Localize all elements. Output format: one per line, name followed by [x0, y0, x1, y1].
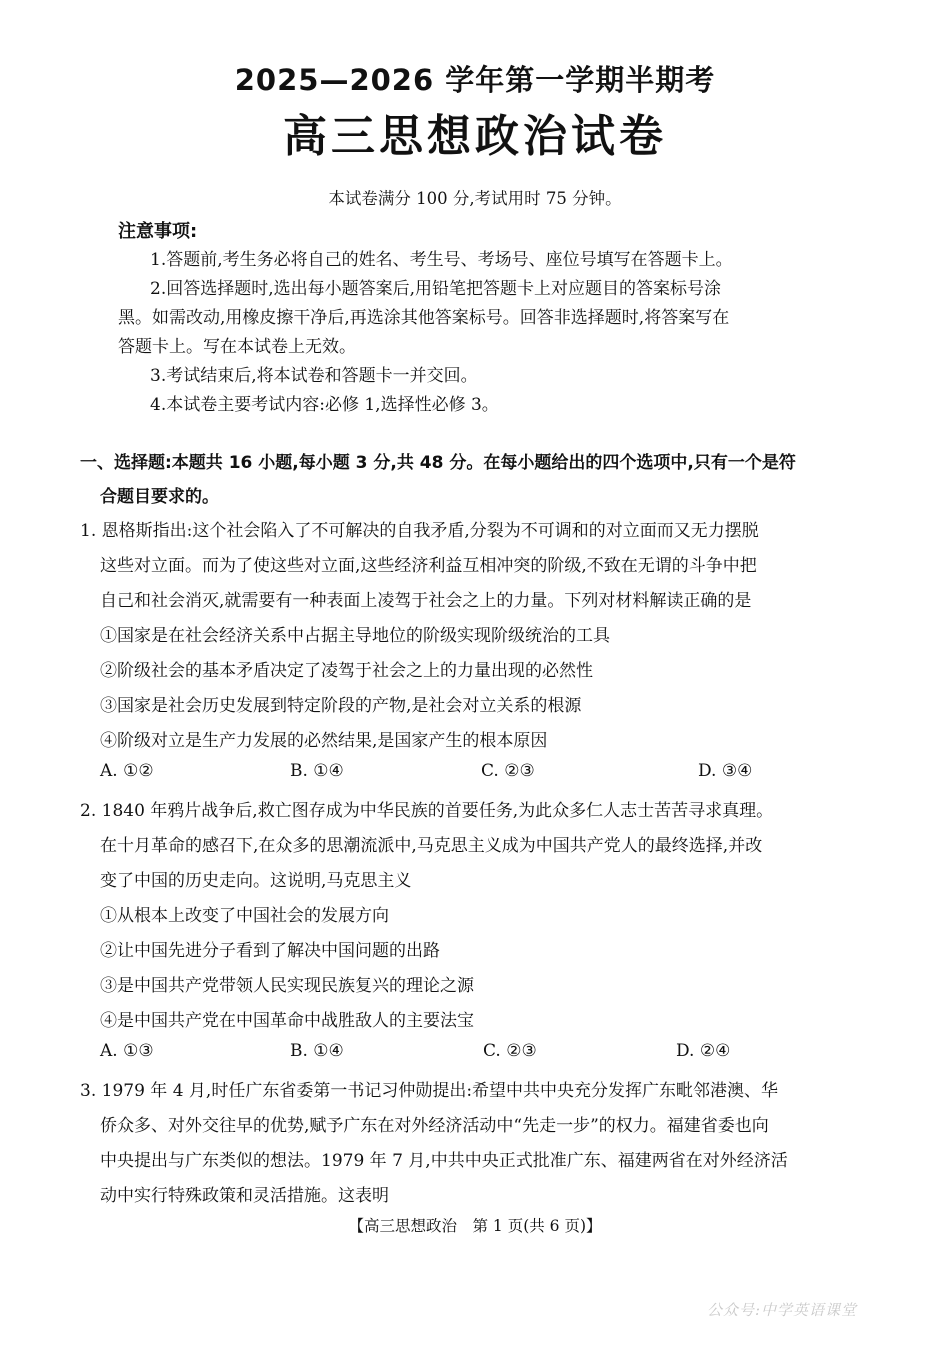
exam-term-title: 2025—2026 学年第一学期半期考: [234, 63, 716, 97]
question-stem-line: 中央提出与广东类似的想法。1979 年 7 月,中共中央正式批准广东、福建两省在对外经济活: [100, 1151, 788, 1171]
section-heading: 合题目要求的。: [100, 487, 219, 507]
exam-subject-title: 高三思想政治试卷: [283, 111, 667, 162]
watermark: 公众号:中学英语课堂: [707, 1301, 858, 1319]
statement-1: ①国家是在社会经济关系中占据主导地位的阶级实现阶级统治的工具: [100, 626, 610, 646]
note-line: 答题卡上。写在本试卷上无效。: [118, 337, 356, 357]
question-stem-line: 侨众多、对外交往早的优势,赋予广东在对外经济活动中“先走一步”的权力。福建省委也向: [100, 1116, 769, 1136]
question-stem-line: 这些对立面。而为了使这些对立面,这些经济利益互相冲突的阶级,不致在无谓的斗争中把: [100, 556, 757, 576]
note-line: 3.考试结束后,将本试卷和答题卡一并交回。: [150, 366, 478, 386]
question-stem-line: 在十月革命的感召下,在众多的思潮流派中,马克思主义成为中国共产党人的最终选择,并改: [100, 836, 763, 856]
option-b: B. ①④: [290, 761, 344, 781]
question-stem-line: 变了中国的历史走向。这说明,马克思主义: [100, 871, 412, 891]
exam-info: 本试卷满分 100 分,考试用时 75 分钟。: [328, 189, 622, 208]
note-line: 4.本试卷主要考试内容:必修 1,选择性必修 3。: [150, 395, 499, 415]
option-c: C. ②③: [481, 761, 535, 781]
option-d: D. ②④: [676, 1041, 731, 1061]
option-b: B. ①④: [290, 1041, 344, 1061]
option-c: C. ②③: [483, 1041, 537, 1061]
question-stem-line: 3. 1979 年 4 月,时任广东省委第一书记习仲勋提出:希望中共中央充分发挥广东毗邻港澳、华: [80, 1081, 779, 1101]
note-line: 黑。如需改动,用橡皮擦干净后,再选涂其他答案标号。回答非选择题时,将答案写在: [118, 308, 730, 328]
section-heading: 一、选择题:本题共 16 小题,每小题 3 分,共 48 分。在每小题给出的四个选项中,只有一个是符: [80, 453, 796, 473]
statement-3: ③国家是社会历史发展到特定阶段的产物,是社会对立关系的根源: [100, 696, 582, 716]
question-stem-line: 动中实行特殊政策和灵活措施。这表明: [100, 1186, 389, 1206]
statement-1: ①从根本上改变了中国社会的发展方向: [100, 906, 389, 926]
question-stem-line: 2. 1840 年鸦片战争后,救亡图存成为中华民族的首要任务,为此众多仁人志士苦苦寻求真理。: [80, 801, 774, 821]
option-a: A. ①②: [100, 761, 154, 781]
option-d: D. ③④: [698, 761, 753, 781]
statement-4: ④阶级对立是生产力发展的必然结果,是国家产生的根本原因: [100, 731, 548, 751]
options-row: [100, 1041, 880, 1067]
option-a: A. ①③: [100, 1041, 154, 1061]
question-stem-line: 1. 恩格斯指出:这个社会陷入了不可解决的自我矛盾,分裂为不可调和的对立面而又无力摆脱: [80, 521, 759, 541]
notes-heading: 注意事项:: [118, 221, 198, 242]
statement-2: ②阶级社会的基本矛盾决定了凌驾于社会之上的力量出现的必然性: [100, 661, 593, 681]
note-line: 2.回答选择题时,选出每小题答案后,用铅笔把答题卡上对应题目的答案标号涂: [150, 279, 722, 299]
statement-3: ③是中国共产党带领人民实现民族复兴的理论之源: [100, 976, 474, 996]
page-footer: 【高三思想政治 第 1 页(共 6 页)】: [348, 1217, 602, 1235]
note-line: 1.答题前,考生务必将自己的姓名、考生号、考场号、座位号填写在答题卡上。: [150, 250, 733, 270]
statement-2: ②让中国先进分子看到了解决中国问题的出路: [100, 941, 440, 961]
options-row: [100, 761, 880, 787]
statement-4: ④是中国共产党在中国革命中战胜敌人的主要法宝: [100, 1011, 474, 1031]
question-stem-line: 自己和社会消灭,就需要有一种表面上凌驾于社会之上的力量。下列对材料解读正确的是: [100, 591, 752, 611]
